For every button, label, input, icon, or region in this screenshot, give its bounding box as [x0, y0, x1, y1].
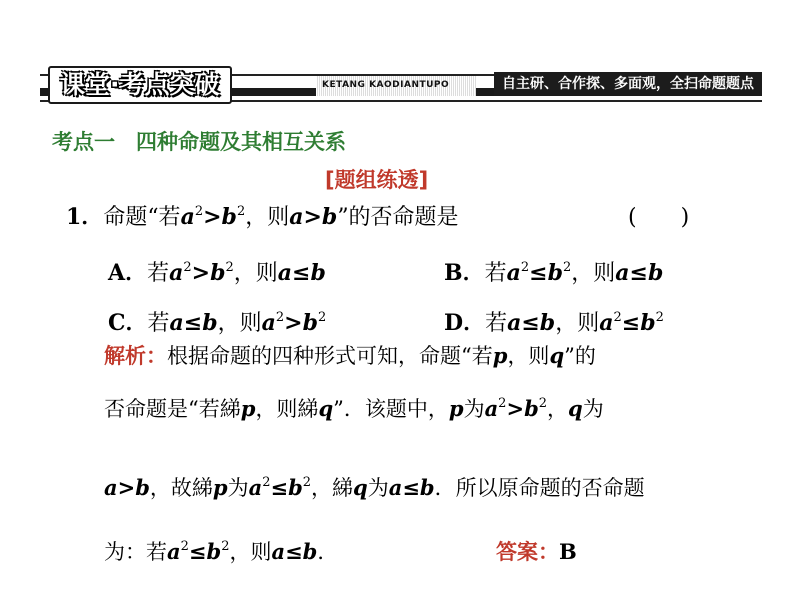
analysis-text: ．: [317, 540, 339, 564]
analysis-var: a: [248, 475, 263, 500]
option-var: a: [261, 310, 276, 336]
option-b[interactable]: [444, 256, 663, 287]
banner-pinyin: KETANG KAODIANTUPO: [322, 80, 450, 90]
stem-var: a: [180, 204, 195, 230]
group-tag: [题组练透]: [325, 168, 429, 192]
option-var: a≤b: [277, 260, 326, 286]
analysis-line-2: [104, 393, 604, 423]
question-stem: [66, 200, 459, 231]
analysis-text: 为: [367, 476, 389, 500]
analysis-var: p: [240, 396, 256, 421]
analysis-line-3: [104, 472, 645, 502]
analysis-var: p: [492, 343, 508, 368]
option-d[interactable]: [444, 306, 664, 337]
analysis-text: ，故綈: [149, 476, 213, 500]
option-text: ，则: [571, 261, 616, 286]
banner-slogan: 自主研、合作探、多面观，全扫命题题点: [494, 72, 762, 96]
analysis-sup: 2: [538, 396, 548, 411]
option-var: a: [599, 310, 614, 336]
analysis-var: p: [448, 396, 464, 421]
analysis-label: 解析：: [104, 344, 167, 368]
analysis-text: 为: [582, 397, 604, 421]
analysis-var: b: [524, 396, 539, 421]
stem-sup: 2: [194, 204, 204, 219]
stem-text: ，则: [245, 205, 290, 230]
option-text: 若: [147, 261, 170, 286]
option-var: b: [302, 310, 318, 336]
option-c[interactable]: [108, 306, 326, 337]
analysis-text: 根据命题的四种形式可知，命题“若: [167, 344, 493, 368]
analysis-text: ”的: [564, 344, 596, 368]
option-var: a≤b: [615, 260, 664, 286]
option-key: D．: [444, 310, 486, 336]
option-text: ，则: [217, 311, 262, 336]
analysis-sup: 2: [221, 539, 230, 554]
analysis-sup: 2: [180, 539, 189, 554]
banner-title: 课堂·考点突破: [48, 66, 232, 104]
answer: [496, 536, 577, 566]
option-text: ，则: [555, 311, 600, 336]
answer-blank: ( ): [628, 205, 690, 230]
option-var: a: [506, 260, 521, 286]
analysis-text: ，则: [507, 344, 550, 368]
analysis-text: 为: [463, 397, 485, 421]
option-var: a≤b: [169, 310, 218, 336]
option-var: a: [169, 260, 184, 286]
analysis-text: ，: [547, 397, 569, 421]
analysis-op: >: [506, 396, 525, 421]
option-text: 若: [484, 261, 507, 286]
analysis-text: ．所以原命题的否命题: [434, 476, 645, 500]
option-sup: 2: [613, 310, 622, 325]
option-op: >: [284, 310, 303, 336]
analysis-var: q: [353, 475, 368, 500]
analysis-var: a≤b: [271, 539, 318, 564]
option-a[interactable]: [108, 256, 326, 287]
analysis-sup: 2: [498, 396, 507, 411]
option-sup: 2: [183, 260, 192, 275]
option-var: b: [210, 260, 226, 286]
option-var: b: [640, 310, 656, 336]
analysis-var: b: [206, 539, 222, 564]
option-key: B．: [444, 260, 485, 286]
section-banner: [40, 66, 762, 104]
stem-op: >: [203, 204, 222, 230]
analysis-text: 否命题是“若綈: [104, 397, 241, 421]
stem-conclusion: a>b: [289, 204, 338, 230]
answer-value: B: [559, 539, 577, 564]
analysis-var: q: [318, 396, 334, 421]
analysis-var: q: [549, 343, 565, 368]
option-sup: 2: [655, 310, 664, 325]
analysis-var: p: [212, 475, 228, 500]
analysis-var: a: [484, 396, 499, 421]
analysis-line-4: [104, 536, 338, 566]
analysis-text: 为: [227, 476, 249, 500]
analysis-var: q: [568, 396, 583, 421]
option-var: b: [547, 260, 563, 286]
option-sup: 2: [520, 260, 530, 275]
option-text: 若: [147, 311, 170, 336]
answer-label: 答案：: [496, 540, 559, 564]
stem-text: 命题“若: [103, 205, 181, 230]
stem-var: b: [221, 204, 237, 230]
analysis-var: a: [167, 539, 181, 564]
option-sup: 2: [318, 310, 327, 325]
option-op: ≤: [529, 260, 548, 286]
analysis-op: ≤: [188, 539, 207, 564]
option-text: 若: [485, 311, 508, 336]
option-key: C．: [108, 310, 148, 336]
analysis-text: ，綈: [311, 476, 354, 500]
option-op: >: [191, 260, 211, 286]
analysis-text: ，则: [229, 540, 272, 564]
analysis-var: b: [288, 475, 303, 500]
question-number: 1．: [66, 204, 104, 230]
option-sup: 2: [225, 260, 234, 275]
analysis-var: a>b: [104, 475, 150, 500]
option-key: A．: [108, 260, 148, 286]
analysis-sup: 2: [302, 475, 312, 490]
option-op: ≤: [621, 310, 641, 336]
analysis-line-1: [104, 340, 596, 370]
analysis-sup: 2: [262, 475, 271, 490]
analysis-var: a≤b: [388, 475, 435, 500]
analysis-text: 为：若: [104, 540, 167, 564]
section-heading: 考点一 四种命题及其相互关系: [52, 130, 346, 154]
analysis-op: ≤: [270, 475, 289, 500]
analysis-text: ”．该题中，: [333, 397, 449, 421]
stem-sup: 2: [236, 204, 246, 219]
option-text: ，则: [233, 261, 278, 286]
analysis-text: ，则綈: [255, 397, 319, 421]
option-sup: 2: [275, 310, 285, 325]
option-var: a≤b: [507, 310, 556, 336]
option-sup: 2: [563, 260, 572, 275]
stem-text: ”的否命题是: [337, 205, 459, 230]
